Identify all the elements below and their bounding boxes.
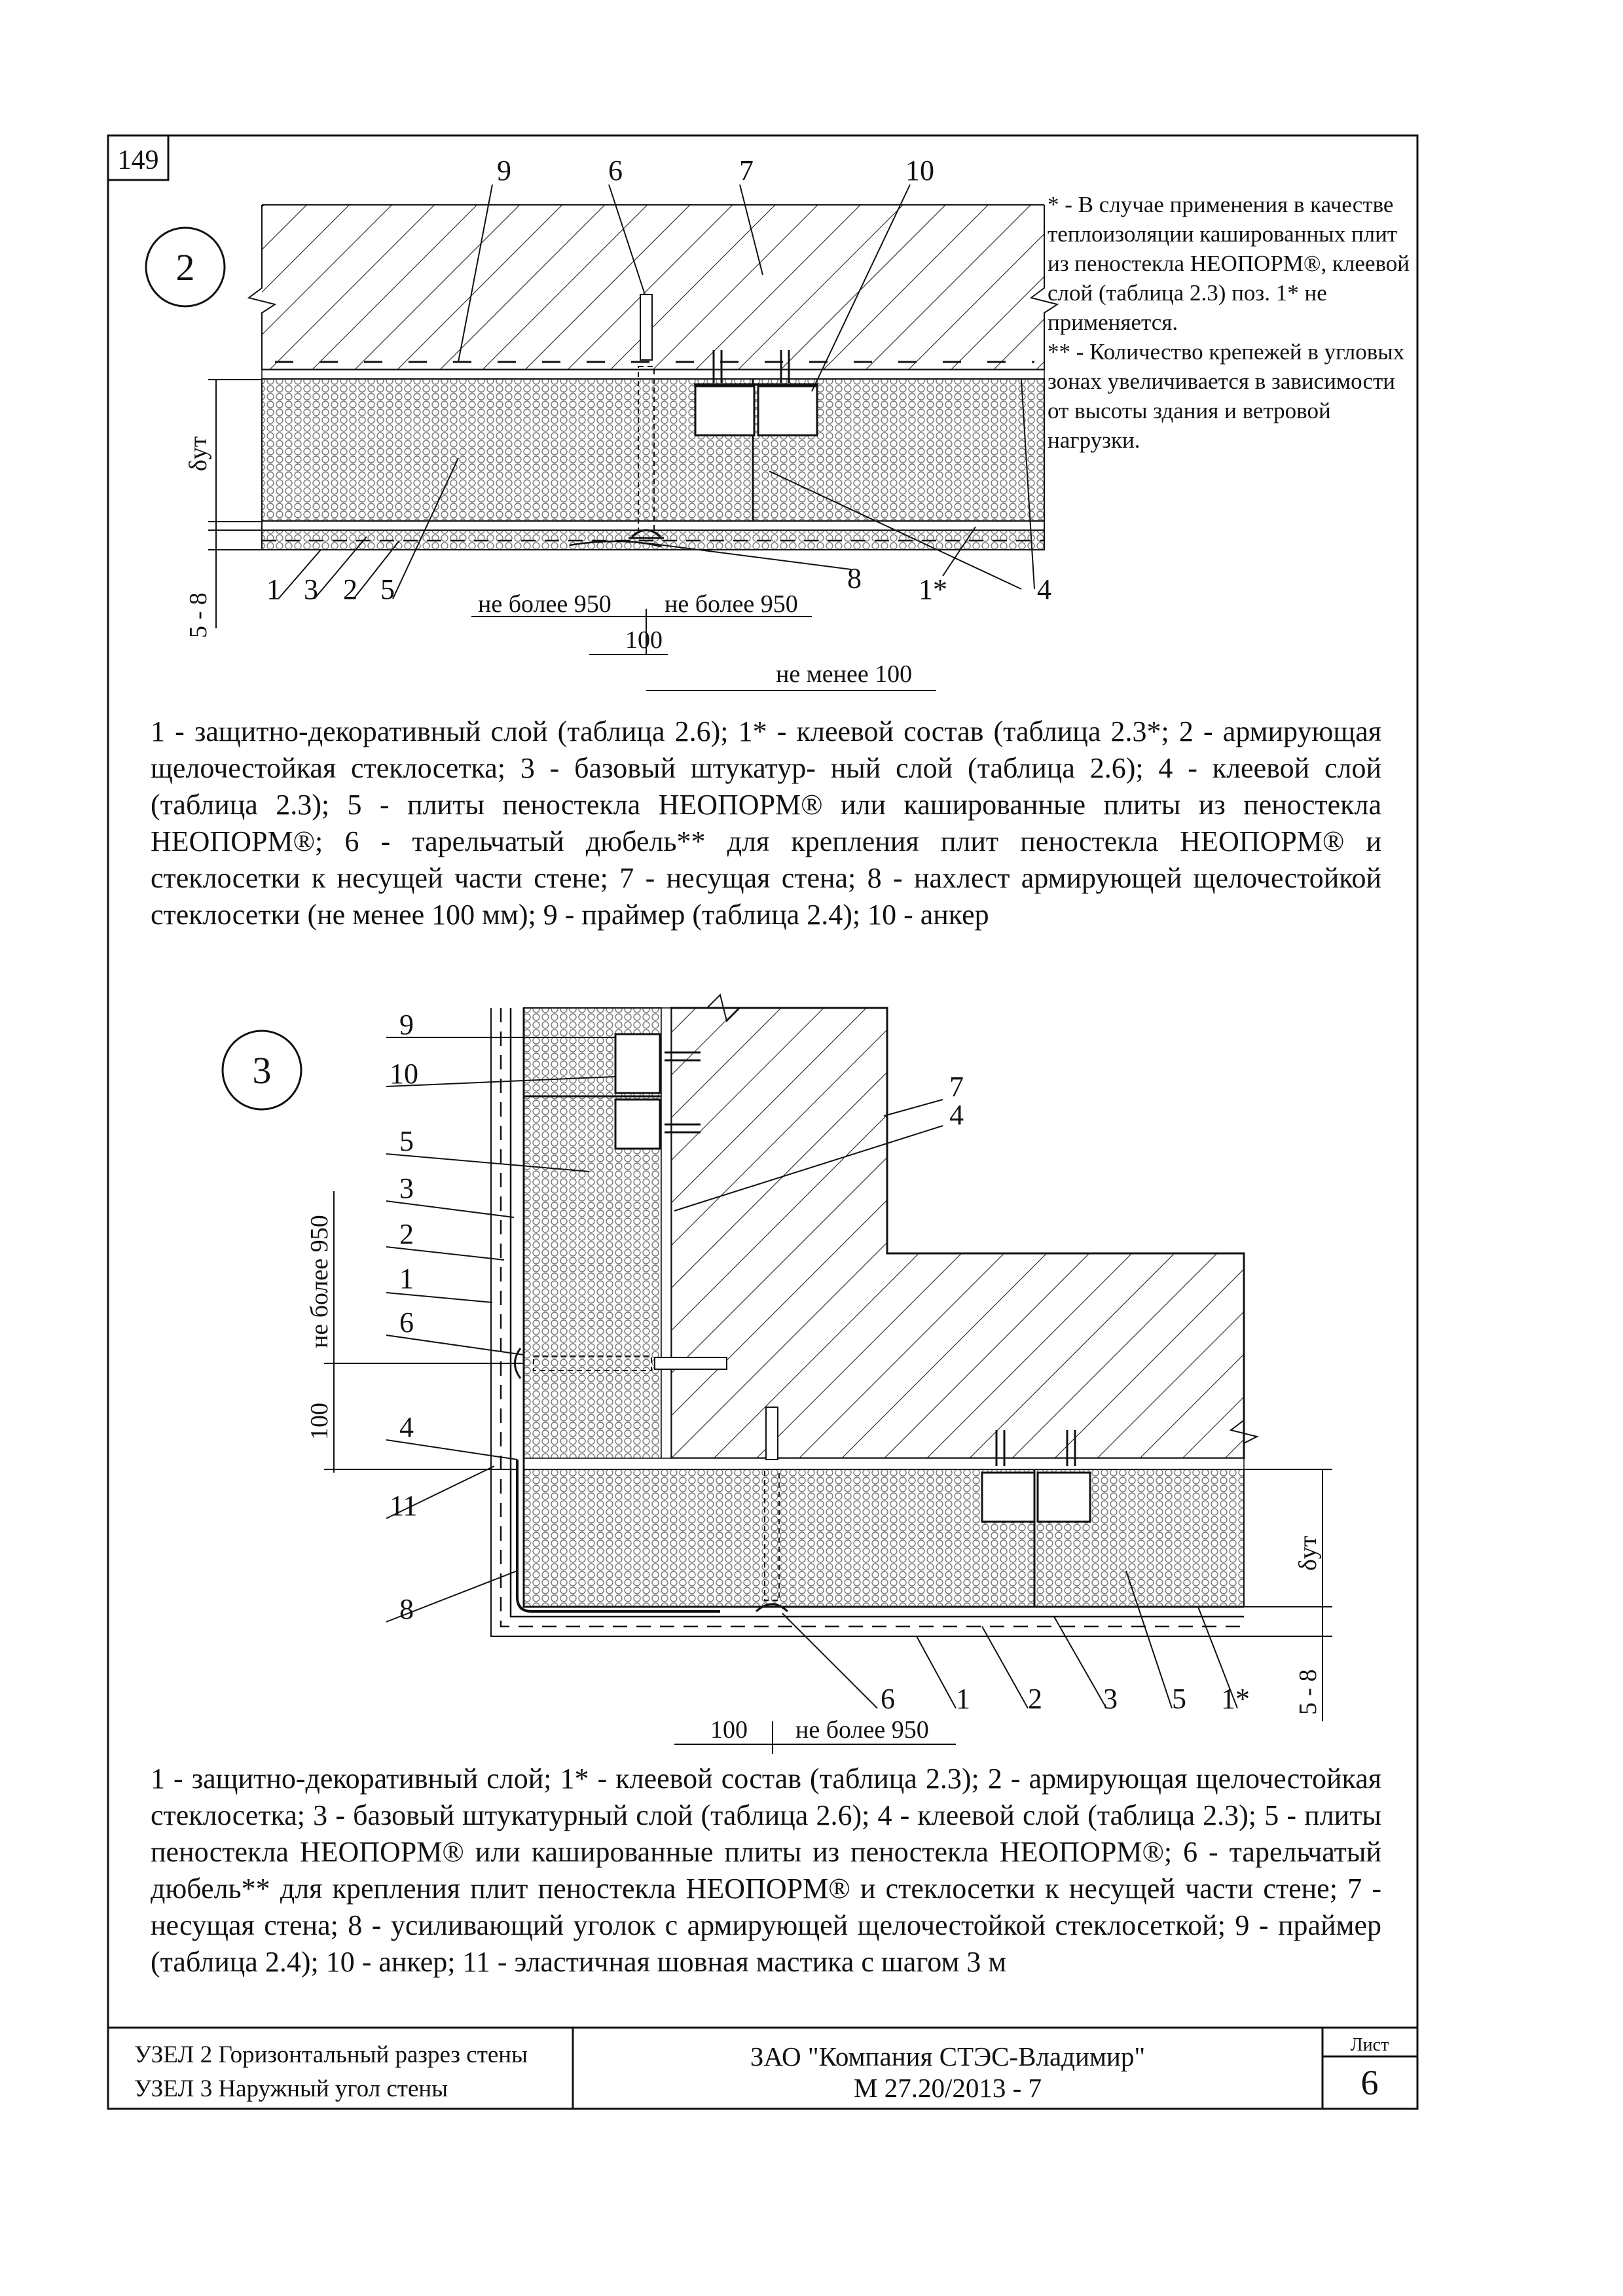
node3-callout-10: 10 — [390, 1058, 418, 1090]
node3-circle-label: 3 — [252, 1049, 272, 1092]
node2-callout-3: 3 — [304, 573, 318, 605]
node2-callout-4: 4 — [1037, 573, 1051, 605]
company-name: ЗАО "Компания СТЭС-Владимир" — [750, 2041, 1146, 2072]
sheet-label: Лист — [1350, 2035, 1389, 2055]
node2-callout-5: 5 — [380, 573, 395, 605]
node3-drawing — [223, 995, 1332, 1754]
node3-callout-9: 9 — [399, 1009, 414, 1041]
node3-anchor-plate-3 — [982, 1473, 1034, 1522]
node3-bottom-callout-1star: 1* — [1221, 1683, 1250, 1715]
node2-callout-7: 7 — [739, 154, 754, 187]
node2-callout-2: 2 — [343, 573, 357, 605]
node2-anchor-plate-left — [695, 386, 754, 435]
node2-load-bearing-wall — [262, 205, 1044, 370]
node2-dim-left: не более 950 — [478, 590, 611, 618]
sheet-number: 6 — [1360, 2063, 1379, 2102]
node3-horizontal-slabs — [524, 1469, 1244, 1607]
node3-bottom-callout-2: 2 — [1028, 1683, 1042, 1715]
node2-dim-min: не менее 100 — [776, 660, 913, 688]
node3-anchor-plate-4 — [1038, 1473, 1090, 1522]
node2-anchor-plate-right — [758, 386, 817, 435]
node3-callout-4-left: 4 — [399, 1411, 414, 1443]
page-number: 149 — [117, 145, 159, 175]
node2-callout-10: 10 — [905, 154, 934, 187]
node2-callout-1star: 1* — [919, 573, 947, 605]
node2-callout-9: 9 — [497, 154, 511, 187]
node2-legend: 1 - защитно-декоративный слой (таблица 2.6); 1* - клеевой состав (таблица 2.3*; 2 - армирующая щелочестойкая стеклосетка; 3 - базовый штукатур- ный слой (таблица 2.6); 4 - клеевой слой (таблица 2.3); 5 - плиты пеностекла НЕОПОРМ® или кашированные плиты из пеностекла НЕОПОРМ®; 6 - тарельчатый дюбель** для крепления плит пеностекла НЕОПОРМ® и стеклосетки к несущей части стене; 7 - несущая стена; 8 - нахлест армирующей щелочестойкой стеклосетки (не менее 100 мм); 9 - праймер (таблица 2.4); 10 - анкер — [151, 715, 1381, 931]
title-node2: УЗЕЛ 2 Горизонтальный разрез стены — [134, 2041, 528, 2068]
note-1: * - В случае применения в качестве теплоизоляции кашированных плит из пеностекла НЕОПОРМ®, клеевой слой (таблица 2.3) поз. 1* не применяется. — [1048, 192, 1410, 335]
node3-dim-bottom-small: 100 — [710, 1716, 748, 1744]
node3-callout-8: 8 — [399, 1593, 414, 1625]
document-code: М 27.20/2013 - 7 — [854, 2073, 1042, 2103]
node3-dim-bottom: не более 950 — [795, 1716, 929, 1744]
node3-anchor-plate-1 — [615, 1034, 660, 1093]
node3-callout-3: 3 — [399, 1172, 414, 1204]
notes — [1048, 190, 1414, 455]
node3-callout-4-right: 4 — [949, 1099, 964, 1131]
node3-dim-vertical: не более 950 — [306, 1215, 333, 1348]
node2-foam-glass-slabs — [262, 379, 1044, 521]
node3-bottom-callout-1: 1 — [956, 1683, 970, 1715]
node3-bottom-callout-6: 6 — [881, 1683, 895, 1715]
title-node3: УЗЕЛ 3 Наружный угол стены — [134, 2075, 448, 2102]
node3-callout-11: 11 — [390, 1490, 418, 1522]
node3-legend: 1 - защитно-декоративный слой; 1* - клеевой состав (таблица 2.3); 2 - армирующая щелочестойкая стеклосетка; 3 - базовый штукатурный слой (таблица 2.6); 4 - клеевой слой (таблица 2.3); 5 - плиты пеностекла НЕОПОРМ® или кашированные плиты из пеностекла НЕОПОРМ®; 6 - тарельчатый дюбель** для крепления плит пеностекла НЕОПОРМ® и стеклосетки к несущей части стене; 7 - несущая стена; 8 - усиливающий уголок с армирующей щелочестойкой стеклосеткой; 9 - праймер (таблица 2.4); 10 - анкер; 11 - эластичная шовная мастика с шагом 3 м — [151, 1763, 1381, 1978]
node3-thickness-label: δут — [1294, 1535, 1322, 1571]
node2-glue-layer — [262, 370, 1044, 379]
node3-callout-7: 7 — [949, 1071, 964, 1103]
node2-dim-right: не более 950 — [665, 590, 798, 618]
node3-layer-dim: 5 - 8 — [1294, 1669, 1322, 1715]
node2-drawing — [146, 154, 1057, 691]
note-2: ** - Количество крепежей в угловых зонах увеличивается в зависимости от высоты здания и ветровой нагрузки. — [1048, 339, 1405, 453]
node2-base-plaster — [262, 521, 1044, 530]
node2-circle-label: 2 — [175, 246, 195, 289]
node3-bottom-callout-5: 5 — [1172, 1683, 1186, 1715]
node3-callout-6: 6 — [399, 1306, 414, 1338]
node2-thickness-label: δут — [185, 436, 212, 471]
node3-anchor-plate-2 — [615, 1100, 660, 1149]
node2-layer-dim: 5 - 8 — [185, 592, 212, 638]
node3-callout-5: 5 — [399, 1125, 414, 1157]
node2-callout-6: 6 — [608, 154, 623, 187]
node2-callout-1: 1 — [266, 573, 281, 605]
node3-callout-2: 2 — [399, 1218, 414, 1250]
node3-dim-vertical-small: 100 — [306, 1403, 333, 1440]
node2-callout-8: 8 — [847, 562, 862, 594]
node2-dim-overlap: 100 — [625, 626, 663, 654]
node3-callout-1: 1 — [399, 1263, 414, 1295]
node3-bottom-callout-3: 3 — [1103, 1683, 1118, 1715]
